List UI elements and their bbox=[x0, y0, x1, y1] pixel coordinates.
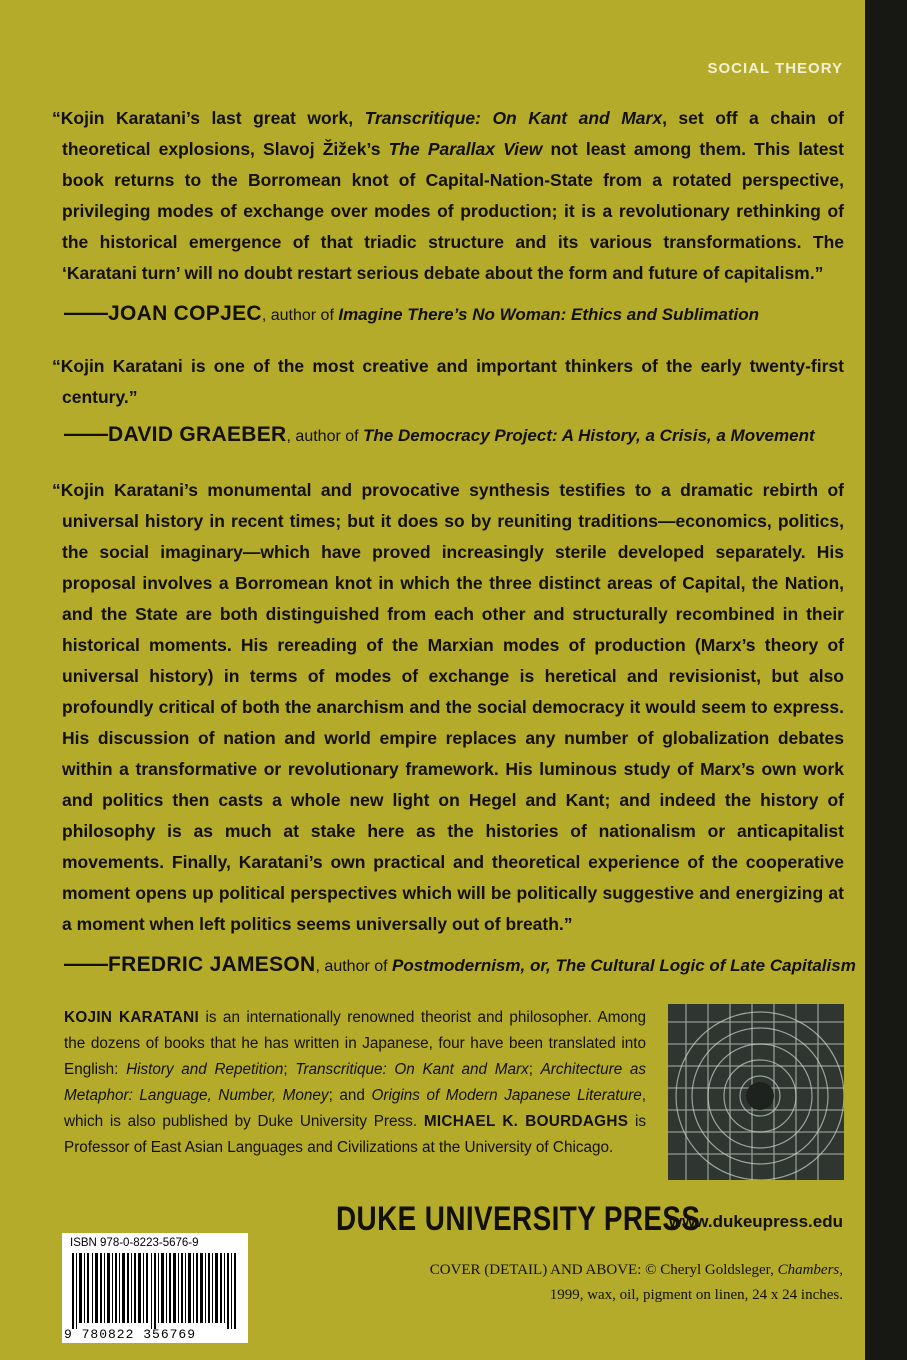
author-work: Imagine There’s No Woman: Ethics and Sublimation bbox=[338, 305, 760, 324]
barcode-digits: 9 780822 356769 bbox=[64, 1327, 197, 1342]
author-work: The Democracy Project: A History, a Crisis, a Movement bbox=[363, 426, 815, 445]
publisher-name: DUKE UNIVERSITY PRESS bbox=[336, 1200, 701, 1238]
attribution-jameson: ——FREDRIC JAMESON, author of Postmodernism, or, The Cultural Logic of Late Capitalism bbox=[64, 951, 856, 976]
bio-translator-name: MICHAEL K. BOURDAGHS bbox=[423, 1113, 629, 1130]
blurb-text: “Kojin Karatani is one of the most creative and important thinkers of the early twenty-first century.” bbox=[52, 356, 844, 407]
blurb-text: “Kojin Karatani’s monumental and provocative synthesis testifies to a dramatic rebirth of universal history in recent times; but it does so by reuniting traditions—economics, politics, the social imaginary—which have proved increasingly sterile developed separately. His proposal involves a Borromean knot in which the three distinct areas of Capital, the Nation, and the State are both distinguished from each other and structurally recombined in their historical moments. His rereading of the Marxian modes of production (Marx’s theory of universal history) in terms of modes of exchange is heretical and revisionist, but also profoundly critical of both the anarchism and the social democracy it would seem to express. His discussion of nation and world empire replaces any number of globalization debates within a transformative or revolutionary framework. His luminous study of Marx’s own work and politics then casts a whole new light on Hegel and Kant; and indeed the history of philosophy is as much at stake here as the histories of nationalism or anticapitalist movements. Finally, Karatani’s own practical and theoretical experience of the cooperative moment opens up political perspectives which will be politically suggestive and energizing at a moment when left politics seems universally out of breath.” bbox=[52, 480, 844, 934]
author-work: Postmodernism, or, The Cultural Logic of Late Capitalism bbox=[392, 956, 856, 975]
publisher-url[interactable]: www.dukeupress.edu bbox=[668, 1212, 843, 1231]
attribution-copjec: ——JOAN COPJEC, author of Imagine There’s No Woman: Ethics and Sublimation bbox=[64, 300, 760, 325]
blurb-graeber bbox=[52, 351, 844, 413]
cover-credit: COVER (DETAIL) AND ABOVE: © Cheryl Goldsleger, Chambers, 1999, wax, oil, pigment on linen, 24 x 24 inches. bbox=[429, 1262, 843, 1303]
blurb-text: , set off a chain of theoretical explosions, Slavoj Žižek’s bbox=[62, 108, 844, 159]
cover-artwork-image bbox=[668, 1004, 844, 1180]
author-bio: KOJIN KARATANI is an internationally renowned theorist and philosopher. Among the dozens of books that he has written in Japanese, four have been translated into English: History and Repetition; Transcritique: On Kant and Marx; Architecture as Metaphor: Language, Number, Money; and Origins of Modern Japanese Literature, which is also published by Duke University Press. MICHAEL K. BOURDAGHS is Professor of East Asian Languages and Civilizations at the University of Chicago. bbox=[64, 1009, 647, 1156]
bio-author-name: KOJIN KARATANI bbox=[64, 1009, 199, 1026]
isbn-barcode bbox=[62, 1233, 248, 1343]
blurb-text: “Kojin Karatani’s last great work, bbox=[52, 108, 365, 128]
author-name: FREDRIC JAMESON bbox=[108, 953, 316, 976]
blurb-text: not least among them. This latest book returns to the Borromean knot of Capital-Nation-State from a rotated perspective, privileging modes of exchange over modes of production; it is a revolutionary rethinking of the historical emergence of that triadic structure and its various transformations. The ‘Karatani turn’ will no doubt restart serious debate about the form and future of capitalism.” bbox=[62, 139, 844, 283]
blurb-jameson bbox=[52, 475, 844, 940]
category-label: SOCIAL THEORY bbox=[707, 60, 843, 77]
author-name: JOAN COPJEC bbox=[108, 302, 262, 325]
author-name: DAVID GRAEBER bbox=[108, 423, 287, 446]
attribution-graeber: ——DAVID GRAEBER, author of The Democracy Project: A History, a Crisis, a Movement bbox=[64, 421, 815, 446]
blurb-title: The Parallax View bbox=[388, 139, 543, 159]
blurb-copjec bbox=[52, 103, 844, 289]
book-spine bbox=[865, 0, 907, 1360]
isbn-number: ISBN 978-0-8223-5676-9 bbox=[70, 1237, 199, 1249]
blurb-title: Transcritique: On Kant and Marx bbox=[364, 108, 663, 128]
